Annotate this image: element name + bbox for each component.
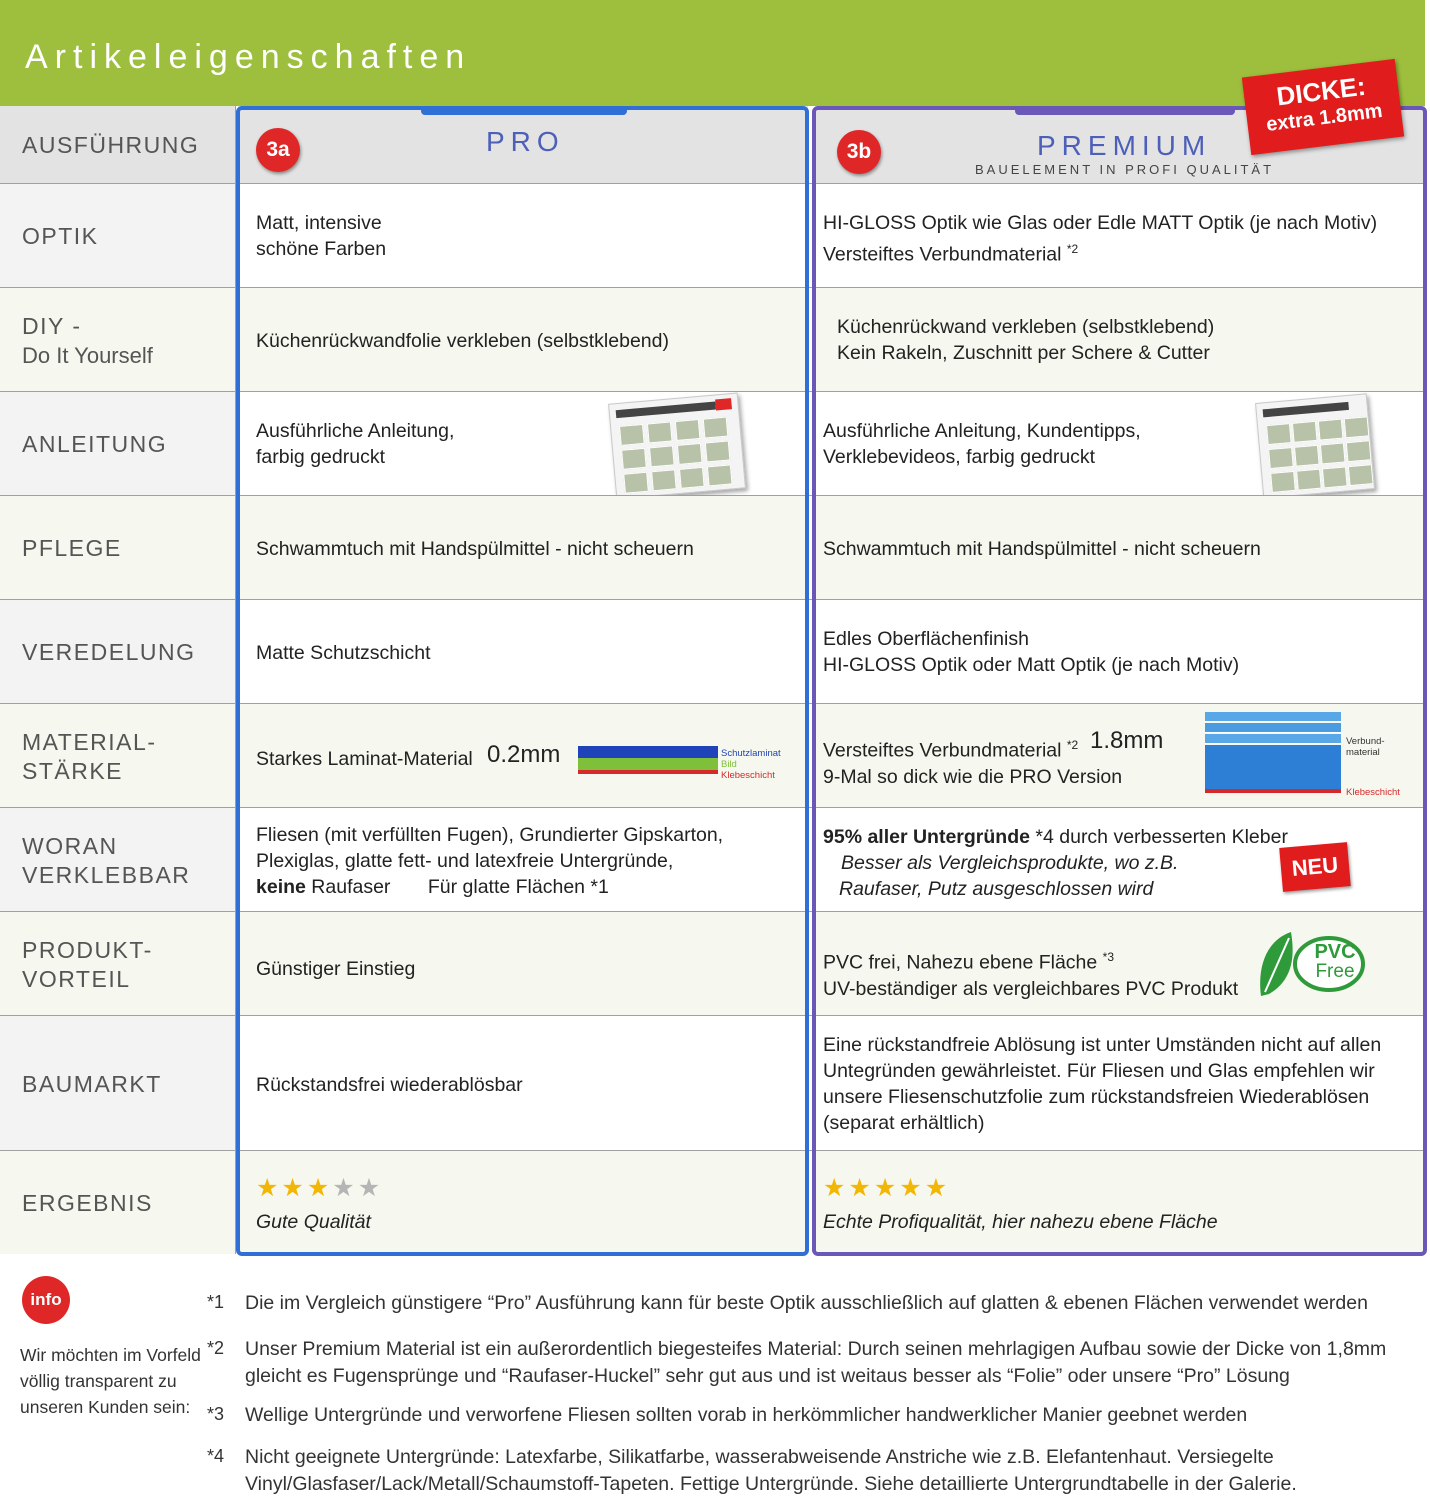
- pro-thickness: 0.2mm: [487, 741, 561, 768]
- premium-cell-text: [823, 1032, 1381, 1136]
- row-label-cell: [0, 106, 236, 183]
- pro-head-cell: [238, 106, 808, 183]
- text-line: [256, 874, 723, 900]
- label-line: DIY -: [22, 313, 82, 339]
- pro-cell-text: Günstiger Einstieg: [256, 958, 416, 980]
- label-line: VORTEIL: [22, 966, 131, 992]
- table-row-anleitung: [0, 391, 1425, 495]
- booklet-title-bar: [616, 401, 716, 418]
- footnote-text: Unser Premium Material ist ein außerordentlich biegesteifes Material: Durch seinen mehrlagigen Aufbau sowie der Dicke von 1,8mm gleicht es Fugensprünge und “Raufaser-Huckel” sehr gut aus und ist weitaus besser als “Folie” oder unsere “Pro” Lösung: [245, 1338, 1387, 1387]
- pro-cell: [238, 600, 808, 703]
- row-label-cell: [0, 704, 236, 807]
- text-line: (separat erhältlich): [823, 1112, 985, 1134]
- text-line: schöne Farben: [256, 238, 387, 260]
- text-line: Matt, intensive: [256, 212, 382, 234]
- premium-cell-text: Schwammtuch mit Handspülmittel - nicht scheuern: [823, 538, 1261, 560]
- footnote-mark: *1: [207, 1292, 225, 1312]
- premium-cell-text: [823, 626, 1239, 678]
- pvc-badge-line: Free: [1315, 961, 1355, 982]
- booklet-photo: [1348, 464, 1374, 486]
- text-span: Raufaser: [305, 876, 391, 898]
- pro-cell: [238, 808, 808, 911]
- booklet-photo: [1266, 423, 1292, 445]
- pro-cell: [238, 1151, 808, 1254]
- booklet-photo: [1318, 419, 1344, 441]
- row-label-cell: [0, 912, 236, 1015]
- text-span: PVC frei, Nahezu ebene Fläche: [823, 951, 1098, 974]
- star-empty-icon: ★: [332, 1174, 358, 1202]
- row-label: AUSFÜHRUNG: [22, 132, 200, 158]
- booklet-photo: [1268, 447, 1294, 469]
- star-filled-icon: ★: [848, 1174, 874, 1202]
- note-line: Wir möchten im Vorfeld: [20, 1345, 201, 1365]
- booklet-photo: [649, 445, 675, 467]
- booklet-photo: [707, 464, 733, 486]
- text-line: Edles Oberflächenfinish: [823, 628, 1029, 650]
- footnote-text: Wellige Untergründe und verworfene Fliesen sollten vorab in herkömmlicher handwerklicher Manier geebnet werden: [245, 1404, 1248, 1426]
- layer-composite: [1205, 723, 1341, 733]
- premium-cell-text: [823, 944, 1238, 1002]
- star-empty-icon: ★: [357, 1174, 384, 1202]
- premium-cell-text: [823, 418, 1141, 470]
- row-label-cell: [0, 288, 236, 391]
- text-span: *4 durch verbesserten Kleber: [1029, 826, 1288, 848]
- text-line: Raufaser, Putz ausgeschlossen wird: [839, 878, 1154, 900]
- premium-rating-stars: [823, 1173, 950, 1203]
- text-line: Ausführliche Anleitung, Kundentipps,: [823, 420, 1141, 442]
- pro-cell: [238, 912, 808, 1015]
- row-label: [22, 728, 156, 786]
- text-line: Ausführliche Anleitung,: [256, 420, 455, 442]
- layer-adhesive: [1205, 789, 1341, 793]
- table-row-baumarkt: [0, 1015, 1425, 1150]
- premium-badge: 3b: [837, 130, 881, 174]
- pro-cell-text: Matte Schutzschicht: [256, 642, 431, 664]
- layer-composite: [1205, 712, 1341, 722]
- new-badge: NEU: [1279, 842, 1351, 892]
- booklet-photo: [679, 467, 705, 489]
- row-label: ANLEITUNG: [22, 431, 168, 457]
- layer-label: Schutzlaminat: [721, 748, 781, 759]
- pro-cell-text: [256, 210, 386, 262]
- pvc-badge-line: PVC: [1314, 941, 1356, 963]
- table-row-pflege: [0, 495, 1425, 599]
- text-line: Kein Rakeln, Zuschnitt per Schere & Cutter: [837, 342, 1210, 364]
- row-label-cell: [0, 1016, 236, 1150]
- row-label-cell: [0, 184, 236, 287]
- text-line: Verklebevideos, farbig gedruckt: [823, 446, 1096, 468]
- premium-cell-text: [823, 824, 1288, 902]
- text-span: Versteiftes Verbundmaterial: [823, 243, 1062, 266]
- pro-cell-text: Gute Qualität: [256, 1211, 371, 1233]
- pro-cell: [238, 704, 808, 807]
- premium-cell-text: [837, 314, 1214, 366]
- label-line: STÄRKE: [22, 758, 124, 784]
- pro-cell-text: [256, 822, 723, 900]
- pro-cell-text: Schwammtuch mit Handspülmittel - nicht scheuern: [256, 538, 694, 560]
- star-filled-icon: ★: [281, 1174, 307, 1202]
- instruction-booklet-image: [608, 393, 746, 500]
- transparency-note: [20, 1342, 210, 1420]
- star-filled-icon: ★: [924, 1174, 951, 1202]
- pro-cell: [238, 1016, 808, 1150]
- table-row-materialstaerke: [0, 703, 1425, 807]
- row-label: OPTIK: [22, 223, 99, 249]
- booklet-photo: [1294, 445, 1320, 467]
- premium-cell: [815, 392, 1425, 495]
- booklet-photo: [1322, 466, 1348, 488]
- row-label: [22, 312, 153, 370]
- layer-image: [578, 758, 718, 770]
- footnote-mark: *4: [207, 1446, 225, 1466]
- premium-cell: [815, 1151, 1425, 1254]
- pro-cell: [238, 392, 808, 495]
- row-label: VEREDELUNG: [22, 639, 196, 665]
- booklet-title-bar: [1263, 402, 1349, 417]
- booklet-photo: [677, 443, 703, 465]
- page-title: Artikeleigenschaften: [25, 38, 472, 76]
- layer-label: Bild: [721, 759, 737, 770]
- booklet-photo: [1346, 440, 1372, 462]
- text-line: [823, 944, 1238, 976]
- premium-cell-text: Echte Profiqualität, hier nahezu ebene Fläche: [823, 1211, 1218, 1233]
- text-line: UV-beständiger als vergleichbares PVC Produkt: [823, 977, 1239, 1000]
- premium-cell-text: [823, 210, 1377, 268]
- row-label: [22, 832, 190, 890]
- premium-thickness: 1.8mm: [1090, 727, 1164, 754]
- footnote-mark: *2: [207, 1338, 225, 1358]
- layer-adhesive: [578, 770, 718, 774]
- booklet-photo: [1320, 442, 1346, 464]
- premium-variant-name: PREMIUM: [1037, 130, 1212, 161]
- text-line: Fliesen (mit verfüllten Fugen), Grundierter Gipskarton,: [256, 824, 724, 846]
- footnote-ref: *3: [1102, 950, 1115, 964]
- booklet-photo: [1270, 471, 1296, 493]
- label-line: MATERIAL-: [22, 729, 157, 755]
- text-line: HI-GLOSS Optik wie Glas oder Edle MATT Optik (je nach Motiv): [823, 212, 1378, 234]
- star-filled-icon: ★: [823, 1174, 849, 1202]
- thickness-badge-line: extra 1.8mm: [1265, 99, 1384, 136]
- table-row-verklebbar: [0, 807, 1425, 911]
- layer-label: Klebeschicht: [721, 770, 775, 781]
- pro-rating-stars: [256, 1173, 383, 1203]
- pro-cell: [238, 496, 808, 599]
- layer-label: Verbund-: [1346, 736, 1385, 747]
- text-span: Versteiftes Verbundmaterial: [823, 739, 1062, 762]
- star-filled-icon: ★: [256, 1174, 282, 1202]
- premium-cell: [815, 600, 1425, 703]
- info-icon: info: [22, 1276, 70, 1324]
- text-line: [823, 236, 1377, 268]
- text-span: Für glatte Flächen *1: [427, 876, 609, 898]
- booklet-photo: [623, 472, 649, 494]
- footnote-ref: *2: [1066, 242, 1079, 256]
- row-label-cell: [0, 1151, 236, 1254]
- pvc-free-badge: [1303, 942, 1367, 982]
- row-label-cell: [0, 808, 236, 911]
- booklet-photo: [619, 424, 645, 446]
- premium-cell: [815, 912, 1425, 1015]
- footnote-text: Die im Vergleich günstigere “Pro” Ausführung kann für beste Optik ausschließlich auf glatten & ebenen Flächen verwendet werden: [245, 1292, 1368, 1314]
- row-label: [22, 936, 153, 994]
- star-filled-icon: ★: [873, 1174, 900, 1202]
- pro-badge: 3a: [256, 128, 300, 172]
- premium-cell-text: [823, 732, 1122, 790]
- thickness-badge-line: DICKE:: [1274, 70, 1368, 112]
- booklet-photo: [1292, 421, 1318, 443]
- row-label: ERGEBNIS: [22, 1190, 153, 1216]
- text-line: 9-Mal so dick wie die PRO Version: [823, 765, 1123, 788]
- layer-composite-core: [1205, 745, 1341, 789]
- row-label: PFLEGE: [22, 535, 122, 561]
- text-bold: keine: [256, 876, 306, 898]
- star-filled-icon: ★: [306, 1174, 333, 1202]
- pro-cell: [238, 184, 808, 287]
- booklet-photo: [1344, 416, 1370, 438]
- pro-variant-name: PRO: [486, 126, 565, 157]
- pro-cell-text: Rückstandsfrei wiederablösbar: [256, 1074, 523, 1096]
- text-line: [823, 732, 1122, 764]
- booklet-photo: [1296, 469, 1322, 491]
- booklet-photo: [647, 421, 673, 443]
- note-line: unseren Kunden sein:: [20, 1397, 191, 1417]
- row-label: BAUMARKT: [22, 1071, 162, 1097]
- footnote-ref: *2: [1066, 738, 1079, 752]
- table-row-optik: [0, 183, 1425, 287]
- row-label-cell: [0, 392, 236, 495]
- premium-cell: [815, 184, 1425, 287]
- label-line: WORAN: [22, 833, 118, 859]
- text-line: HI-GLOSS Optik oder Matt Optik (je nach Motiv): [823, 654, 1240, 676]
- table-row-ergebnis: [0, 1150, 1425, 1254]
- text-line: Küchenrückwand verkleben (selbstklebend): [837, 316, 1215, 338]
- row-label-cell: [0, 496, 236, 599]
- layer-composite: [1205, 734, 1341, 744]
- premium-cell: [815, 1016, 1425, 1150]
- table-row-diy: [0, 287, 1425, 391]
- label-line: VERKLEBBAR: [22, 862, 191, 888]
- text-line: farbig gedruckt: [256, 446, 385, 468]
- layer-protective-laminate: [578, 746, 718, 758]
- label-line: PRODUKT-: [22, 937, 153, 963]
- text-line: Plexiglas, glatte fett- und latexfreie Untergründe,: [256, 850, 674, 872]
- pro-cell-text: Starkes Laminat-Material: [256, 748, 473, 770]
- premium-variant-subtitle: BAUELEMENT IN PROFI QUALITÄT: [975, 162, 1275, 177]
- table-row-veredelung: [0, 599, 1425, 703]
- booklet-photo: [621, 448, 647, 470]
- booklet-photo: [675, 419, 701, 441]
- pro-cell: [238, 288, 808, 391]
- text-line: Eine rückstandfreie Ablösung ist unter Umständen nicht auf allen: [823, 1034, 1382, 1056]
- instruction-booklet-image: [1255, 393, 1375, 498]
- label-line: Do It Yourself: [22, 343, 153, 368]
- table-row-vorteil: [0, 911, 1425, 1015]
- premium-cell: [815, 288, 1425, 391]
- row-label-cell: [0, 600, 236, 703]
- footnote-text: Nicht geeignete Untergründe: Latexfarbe, Silikatfarbe, wasserabweisende Anstriche wie z.B. Elefantenhaut. Versiegelte Vinyl/Glasfaser/Lack/Metall/Schaumstoff-Tapeten. Fettige Untergründe. Siehe detaillierte Untergrundtabelle in der Galerie.: [245, 1446, 1297, 1495]
- booklet-photo: [703, 417, 729, 439]
- page-header: [0, 0, 1425, 106]
- footnote-mark: *3: [207, 1404, 225, 1424]
- pro-cell-text: Küchenrückwandfolie verkleben (selbstklebend): [256, 330, 669, 352]
- pro-cell-text: [256, 418, 454, 470]
- premium-cell: [815, 704, 1425, 807]
- booklet-photo: [651, 469, 677, 491]
- premium-cell: [815, 496, 1425, 599]
- text-line: Besser als Vergleichsprodukte, wo z.B.: [841, 852, 1179, 874]
- text-line: unsere Fliesenschutzfolie zum rückstandsfreien Wiederablösen: [823, 1086, 1370, 1108]
- text-bold: 95% aller Untergründe: [823, 826, 1030, 848]
- note-line: völlig transparent zu: [20, 1371, 177, 1391]
- text-line: [823, 824, 1288, 850]
- table-row-head: [0, 106, 1425, 183]
- layer-label: Klebeschicht: [1346, 787, 1400, 798]
- text-line: Untegründen gewährleistet. Für Fliesen und Glas empfehlen wir: [823, 1060, 1375, 1082]
- layer-label: material: [1346, 747, 1380, 758]
- booklet-photo: [705, 440, 731, 462]
- star-filled-icon: ★: [899, 1174, 925, 1202]
- booklet-badge: [715, 398, 732, 410]
